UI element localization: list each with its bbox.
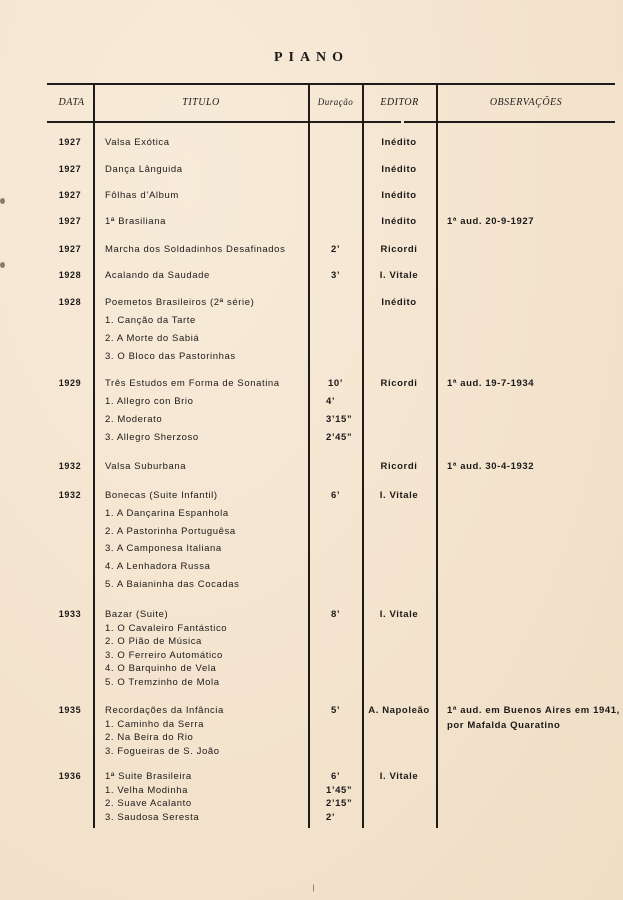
movement-title: 3. Saudosa Seresta: [105, 811, 200, 823]
row-duration: 6’: [330, 771, 341, 782]
row-duration: 6’: [330, 490, 341, 501]
row-editor: Inédito: [381, 137, 417, 148]
movement-title: 2. Suave Acalanto: [105, 798, 192, 810]
row-editor: A. Napoleão: [368, 705, 430, 716]
paper-mark: [0, 198, 5, 204]
paper-mark: [313, 884, 314, 892]
row-editor: Ricordi: [380, 244, 418, 255]
row-year: 1932: [58, 490, 82, 500]
row-title: Valsa Exótica: [105, 137, 170, 148]
page-title: PIANO: [273, 50, 350, 65]
row-year: 1928: [58, 297, 82, 307]
movement-title: 1. A Dançarina Espanhola: [105, 507, 229, 519]
movement-title: 3. O Bloco das Pastorinhas: [105, 351, 236, 362]
row-duration: 2’: [330, 244, 341, 255]
row-year: 1932: [58, 461, 82, 471]
row-year: 1927: [58, 190, 82, 200]
movement-duration: 2’15”: [326, 798, 353, 810]
paper-mark: [0, 262, 5, 268]
row-editor: Inédito: [381, 164, 417, 175]
row-editor: Inédito: [381, 190, 417, 201]
row-observation: 1ª aud. em Buenos Aires em 1941,: [447, 705, 620, 716]
movement-title: 5. A Baianinha das Cocadas: [105, 579, 240, 590]
row-year: 1933: [58, 609, 82, 619]
movement-duration: 3’15”: [326, 414, 353, 425]
row-observation: 1ª aud. 19-7-1934: [447, 378, 535, 389]
movement-title: 3. Allegro Sherzoso: [105, 432, 199, 443]
header-editor: EDITOR: [380, 97, 419, 108]
header-bottom-rule: [47, 121, 401, 123]
row-editor: I. Vitale: [379, 609, 419, 620]
row-year: 1929: [58, 378, 82, 388]
row-year: 1936: [58, 771, 82, 781]
row-title: Marcha dos Soldadinhos Desafinados: [105, 244, 286, 255]
row-title: Valsa Suburbana: [105, 461, 187, 472]
movement-title: 1. Allegro con Brio: [105, 396, 194, 407]
header-titulo: TITULO: [182, 97, 220, 108]
row-observation: por Mafalda Quaratino: [447, 720, 561, 731]
header-duracao: Duração: [317, 97, 354, 107]
row-duration: 3’: [330, 270, 341, 281]
row-editor: Inédito: [381, 297, 417, 308]
movement-title: 5. O Tremzinho de Mola: [105, 677, 220, 688]
movement-title: 2. A Pastorinha Portuguêsa: [105, 525, 236, 537]
row-duration: 8’: [330, 609, 341, 620]
row-title: Dança Lânguida: [105, 164, 183, 175]
movement-title: 2. A Morte do Sabiá: [105, 333, 200, 344]
movement-title: 2. Moderato: [105, 414, 163, 425]
row-duration: 5’: [330, 705, 341, 716]
movement-title: 1. Canção da Tarte: [105, 315, 196, 326]
row-year: 1928: [58, 270, 82, 280]
movement-duration: 1’45”: [326, 784, 353, 796]
movement-duration: 4’: [326, 396, 336, 407]
movement-duration: 2’: [326, 811, 336, 823]
column-divider: [436, 85, 438, 828]
row-year: 1927: [58, 216, 82, 226]
movement-title: 3. A Camponesa Italiana: [105, 543, 222, 555]
row-title: Recordações da Infância: [105, 705, 224, 716]
row-editor: Inédito: [381, 216, 417, 227]
movement-title: 3. Fogueiras de S. João: [105, 745, 220, 757]
movement-title: 2. O Pião de Música: [105, 636, 202, 648]
row-editor: I. Vitale: [379, 771, 419, 782]
movement-title: 3. O Ferreiro Automático: [105, 649, 223, 661]
row-editor: I. Vitale: [379, 270, 419, 281]
row-title: 1ª Brasiliana: [105, 216, 166, 227]
movement-title: 4. O Barquinho de Vela: [105, 663, 217, 675]
movement-duration: 2’45”: [326, 432, 353, 443]
row-title: Bazar (Suite): [105, 609, 169, 620]
row-title: Fôlhas d’Album: [105, 190, 179, 201]
row-title: Bonecas (Suite Infantil): [105, 490, 218, 501]
row-title: 1ª Suite Brasileira: [105, 771, 192, 782]
header-observacoes: OBSERVAÇÕES: [489, 97, 563, 108]
row-editor: Ricordi: [380, 461, 418, 472]
row-observation: 1ª aud. 30-4-1932: [447, 461, 535, 472]
column-divider: [93, 85, 95, 828]
row-editor: Ricordi: [380, 378, 418, 389]
table-top-rule: [47, 83, 615, 85]
row-year: 1927: [58, 137, 82, 147]
row-year: 1935: [58, 705, 82, 715]
row-title: Três Estudos em Forma de Sonatina: [105, 378, 280, 389]
movement-title: 1. O Cavaleiro Fantástico: [105, 622, 228, 634]
header-data: DATA: [58, 97, 85, 108]
movement-title: 4. A Lenhadora Russa: [105, 561, 211, 573]
row-observation: 1ª aud. 20-9-1927: [447, 216, 535, 227]
movement-title: 2. Na Beira do Rio: [105, 732, 194, 744]
row-duration: 10’: [327, 378, 343, 389]
row-title: Poemetos Brasileiros (2ª série): [105, 297, 255, 308]
row-year: 1927: [58, 164, 82, 174]
row-title: Acalando da Saudade: [105, 270, 210, 281]
movement-title: 1. Velha Modinha: [105, 784, 189, 796]
row-year: 1927: [58, 244, 82, 254]
movement-title: 1. Caminho da Serra: [105, 718, 205, 730]
row-editor: I. Vitale: [379, 490, 419, 501]
column-divider: [308, 85, 310, 828]
